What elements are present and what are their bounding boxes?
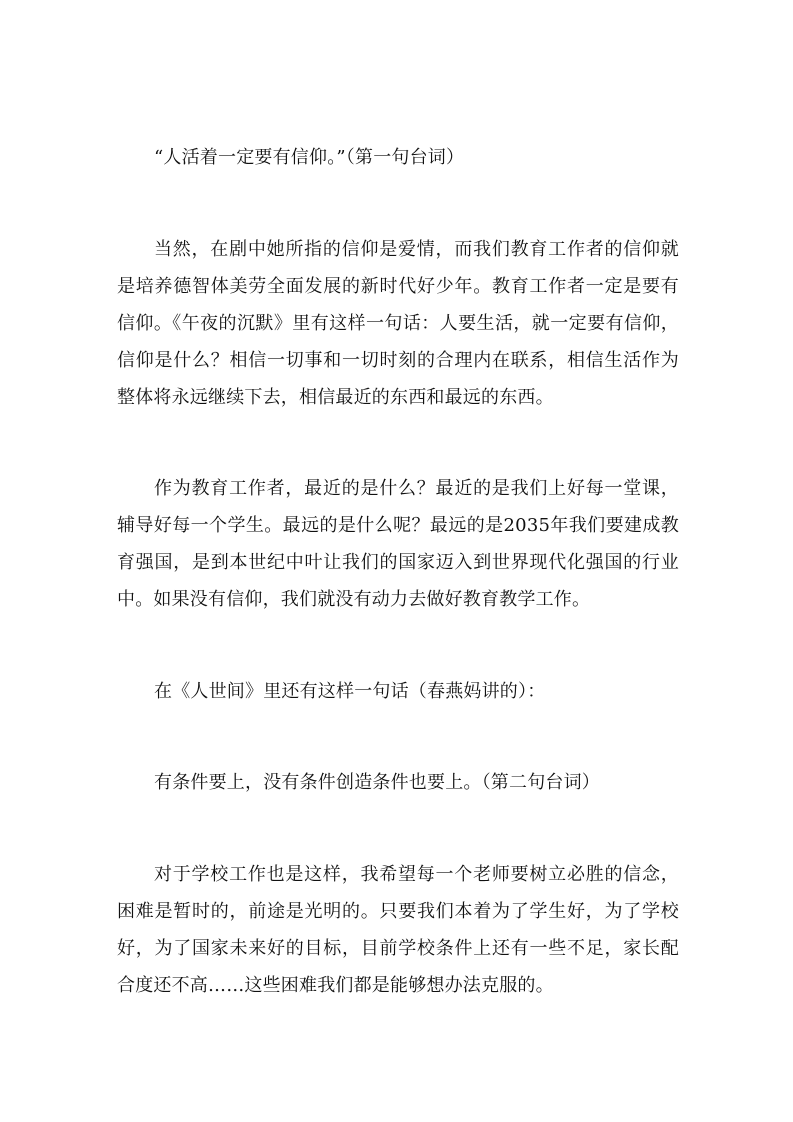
paragraph-renjianshi-intro: 在《人世间》里还有这样一句话（春燕妈讲的）： (154, 681, 546, 702)
paragraph-near-and-far: 作为教育工作者，最近的是什么？最近的是我们上好每一堂课，辅导好每一个学生。最远的是什么呢？最远的是2035年我们要建成教育强国，是到本世纪中叶让我们的国家迈入到世界现代化强国的行业中。如果没有信仰，我们就没有动力去做好教育教学工作。 (117, 478, 679, 610)
paragraph-school-work: 对于学校工作也是这样，我希望每一个老师要树立必胜的信念，困难是暂时的，前途是光明的。只要我们本着为了学生好，为了学校好，为了国家未来好的目标，目前学校条件上还有一些不足，家长配合度还不高……这些困难我们都是能够想办法克服的。 (117, 864, 679, 996)
paragraph-second-quote: 有条件要上，没有条件创造条件也要上。（第二句台词） (154, 772, 600, 793)
paragraph-first-quote: “人活着一定要有信仰。”（第一句台词） (154, 147, 465, 168)
paragraph-faith-explanation: 当然，在剧中她所指的信仰是爱情，而我们教育工作者的信仰就是培养德智体美劳全面发展的新时代好少年。教育工作者一定是要有信仰。《午夜的沉默》里有这样一句话：人要生活，就一定要有信仰，信仰是什么？相信一切事和一切时刻的合理内在联系，相信生活作为整体将永远继续下去，相信最近的东西和最远的东西。 (117, 239, 679, 408)
document-page (117, 139, 679, 1004)
